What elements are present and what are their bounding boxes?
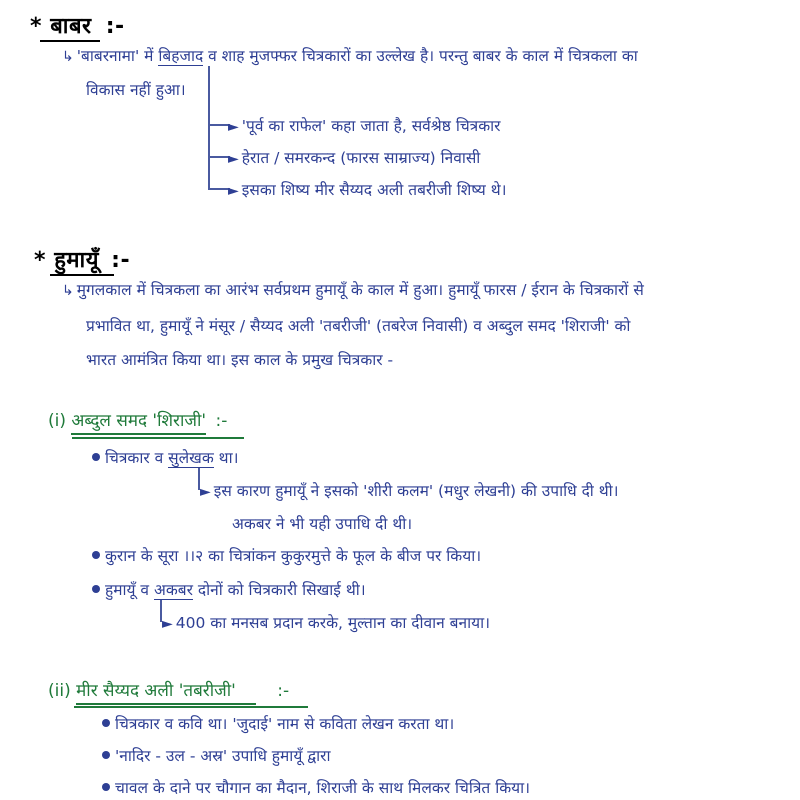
humayun-heading-suffix: :- [111,248,131,273]
arrow-right-icon: ► [228,151,239,167]
abdul-samad-point-1: चित्रकार व सुलेखक था। [92,446,238,468]
mir-sayyid-number: (ii) [48,681,71,701]
bullet-icon [92,551,100,559]
babar-intro: ↳ 'बाबरनामा' में बिहजाद व शाह मुजफ्फर चित्रकारों का उल्लेख है। परन्तु बाबर के काल में चित्रकला का [62,47,638,65]
bihzad-point-3: ► इसका शिष्य मीर सैय्यद अली तबरीजी शिष्य थे। [228,181,507,199]
humayun-heading-title: हुमायूँ [54,248,99,276]
babar-intro-line2: विकास नहीं हुआ। [86,81,186,99]
bullet-icon [92,453,100,461]
humayun-heading [34,244,130,274]
mir-sayyid-point-3: चावल के दाने पर चौगान का मैदान, शिराजी के साथ मिलकर चित्रित किया। [102,776,530,798]
humayun-para-line2: प्रभावित था, हुमायूँ ने मंसूर / सैय्यद अली 'तबरीजी' (तबरेज निवासी) व अब्दुल समद 'शिराजी' को [86,317,631,335]
humayun-heading-double-underline [50,274,114,276]
abdul-samad-point-3-sub: ► 400 का मनसब प्रदान करके, मुल्तान का दीवान बनाया। [162,614,491,632]
babar-heading-title: बाबर [50,14,91,42]
abdul-samad-point-1-sub1: ► इस कारण हुमायूँ ने इसको 'शीरी कलम' (मधुर लेखनी) की उपाधि दी थी। [200,482,619,500]
abdul-samad-title: अब्दुल समद 'शिराजी' [71,411,206,435]
tree-connector-h3 [208,188,230,190]
abdul-samad-number: (i) [48,411,66,431]
mir-sayyid-double-underline [74,706,308,708]
star-icon: * [30,14,43,39]
babar-heading [30,10,125,40]
bihzad-underlined: बिहजाद [158,47,204,65]
abdul-samad-suffix: :- [215,411,228,431]
arrow-right-icon: ► [228,119,239,135]
abdul-samad-point-2: कुरान के सूरा ।।२ का चित्रांकन कुकुरमुत्ते के फूल के बीज पर किया। [92,544,481,566]
curved-arrow-icon: ↳ [62,49,74,65]
humayun-para-line3: भारत आमंत्रित किया था। इस काल के प्रमुख चित्रकार - [86,351,394,369]
bullet-icon [92,585,100,593]
babar-heading-suffix: :- [105,14,125,39]
curved-arrow-icon: ↳ [62,283,74,299]
mir-sayyid-suffix: :- [277,681,290,701]
tree-connector-h2 [208,156,230,158]
akbar-underlined: अकबर [153,581,193,599]
bullet-icon [102,751,110,759]
curved-arrow-icon: ► [162,616,173,632]
bihzad-point-1: ► 'पूर्व का राफेल' कहा जाता है, सर्वश्रेष्ठ चित्रकार [228,117,501,135]
bullet-icon [102,719,110,727]
mir-sayyid-point-2: 'नादिर - उल - अस्र' उपाधि हुमायूँ द्वारा [102,744,331,766]
abdul-samad-heading [48,408,227,431]
star-icon: * [34,248,47,273]
bullet-icon [102,783,110,791]
tree-connector-vertical [208,66,210,190]
humayun-para-line1: ↳ मुगलकाल में चित्रकला का आरंभ सर्वप्रथम हुमायूँ के काल में हुआ। हुमायूँ फारस / ईरान के चित्रकारों से [62,281,644,299]
mir-sayyid-title: मीर सैय्यद अली 'तबरीजी' [76,681,256,705]
abdul-samad-point-3: हुमायूँ व अकबर दोनों को चित्रकारी सिखाई थी। [92,578,366,600]
curved-arrow-icon: ► [200,484,211,500]
arrow-right-icon: ► [228,183,239,199]
bihzad-point-2: ► हेरात / समरकन्द (फारस साम्राज्य) निवासी [228,149,481,167]
abdul-samad-double-underline [72,437,244,439]
babar-heading-double-underline [40,40,100,42]
tree-connector-h1 [208,124,230,126]
sulekhak-underlined: सुलेखक [168,449,214,467]
mir-sayyid-heading [48,678,289,701]
mir-sayyid-point-1: चित्रकार व कवि था। 'जुदाई' नाम से कविता लेखन करता था। [102,712,454,734]
abdul-samad-point-1-sub2: अकबर ने भी यही उपाधि दी थी। [232,515,413,533]
